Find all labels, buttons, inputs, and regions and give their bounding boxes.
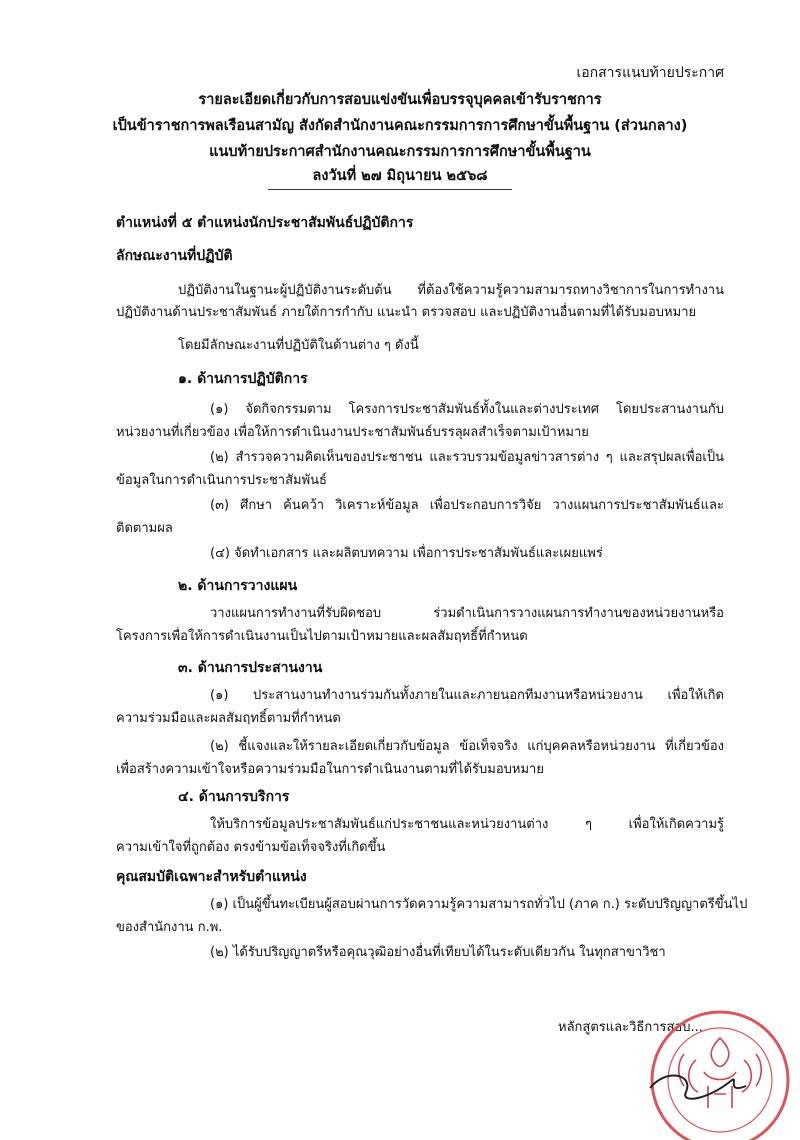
job-nature-heading: ลักษณะงานที่ปฏิบัติ (116, 248, 233, 264)
qual-item2-line1: (๒) ได้รับปริญญาตรีหรือคุณวุฒิอย่างอื่นที่เทียบได้ในระดับเดียวกัน ในทุกสาขาวิชา (210, 945, 666, 960)
section-3-heading: ๓. ด้านการประสานงาน (178, 660, 323, 676)
s3-item2-line2: เพื่อสร้างความเข้าใจหรือความร่วมมือในการดำเนินงานตามที่ได้รับมอบหมาย (116, 762, 544, 777)
job-nature-line-1: ปฏิบัติงานในฐานะผู้ปฏิบัติงานระดับต้น ที่ต้องใช้ความรู้ความสามารถทางวิชาการในการทำงาน (178, 283, 724, 298)
title-divider (268, 189, 512, 190)
qualifications-heading: คุณสมบัติเฉพาะสำหรับตำแหน่ง (116, 869, 307, 885)
s2-line1: วางแผนการทำงานที่รับผิดชอบ ร่วมดำเนินการวางแผนการทำงานของหน่วยงานหรือ (210, 606, 724, 621)
section-4-heading: ๔. ด้านการบริการ (178, 789, 290, 805)
s3-item2-line1: (๒) ชี้แจงและให้รายละเอียดเกี่ยวกับข้อมูล ข้อเท็จจริง แก่บุคคลหรือหน่วยงาน ที่เกี่ยวข้อง (210, 739, 724, 754)
s1-item3-line1: (๓) ศึกษา ค้นคว้า วิเคราะห์ข้อมูล เพื่อประกอบการวิจัย วางแผนการประชาสัมพันธ์และ (210, 498, 724, 513)
job-nature-intro: โดยมีลักษณะงานที่ปฏิบัติในด้านต่าง ๆ ดังนี้ (178, 338, 419, 353)
continuation-note: หลักสูตรและวิธีการสอบ... (558, 1020, 703, 1035)
s1-item1-line2: หน่วยงานที่เกี่ยวข้อง เพื่อให้การดำเนินงานประชาสัมพันธ์บรรลุผลสำเร็จตามเป้าหมาย (116, 425, 589, 440)
job-nature-line-2: ปฏิบัติงานด้านประชาสัมพันธ์ ภายใต้การกำกับ แนะนำ ตรวจสอบ และปฏิบัติงานอื่นตามที่ได้รับมอบหมาย (116, 305, 697, 320)
s3-item1-line2: ความร่วมมือและผลสัมฤทธิ์ตามที่กำหนด (116, 711, 341, 726)
official-seal (626, 990, 794, 1140)
s1-item1-line1: (๑) จัดกิจกรรมตาม โครงการประชาสัมพันธ์ทั้งในและต่างประเทศ โดยประสานงานกับ (210, 402, 724, 417)
s1-item2-line1: (๒) สำรวจความคิดเห็นของประชาชน และรวบรวมข้อมูลข่าวสารต่าง ๆ และสรุปผลเพื่อเป็น (210, 450, 724, 465)
s1-item4-line1: (๔) จัดทำเอกสาร และผลิตบทความ เพื่อการประชาสัมพันธ์และเผยแพร่ (210, 546, 603, 561)
s1-item3-line2: ติดตามผล (116, 521, 173, 536)
qual-item1-line2: ของสำนักงาน ก.พ. (116, 920, 223, 935)
qual-item1-line1: (๑) เป็นผู้ขึ้นทะเบียนผู้สอบผ่านการวัดความรู้ความสามารถทั่วไป (ภาค ก.) ระดับปริญญาตรีขึ้นไป (210, 897, 748, 912)
s1-item2-line2: ข้อมูลในการดำเนินการประชาสัมพันธ์ (116, 473, 327, 488)
position-title: ตำแหน่งที่ ๕ ตำแหน่งนักประชาสัมพันธ์ปฏิบัติการ (116, 215, 414, 231)
title-line-1: รายละเอียดเกี่ยวกับการสอบแข่งขันเพื่อบรรจุบุคคลเข้ารับราชการ (198, 92, 602, 108)
title-line-2: เป็นข้าราชการพลเรือนสามัญ สังกัดสำนักงานคณะกรรมการการศึกษาขั้นพื้นฐาน (ส่วนกลาง) (112, 118, 688, 134)
title-line-3: แนบท้ายประกาศสำนักงานคณะกรรมการการศึกษาขั้นพื้นฐาน (209, 144, 591, 160)
attachment-label: เอกสารแนบท้ายประกาศ (576, 65, 724, 81)
s4-line1: ให้บริการข้อมูลประชาสัมพันธ์แก่ประชาชนและหน่วยงานต่าง ๆ เพื่อให้เกิดความรู้ (210, 817, 724, 832)
section-2-heading: ๒. ด้านการวางแผน (178, 578, 298, 594)
s2-line2: โครงการเพื่อให้การดำเนินงานเป็นไปตามเป้าหมายและผลสัมฤทธิ์ที่กำหนด (116, 629, 528, 644)
section-1-heading: ๑. ด้านการปฏิบัติการ (178, 371, 308, 387)
seal-stamp-icon (626, 990, 794, 1140)
s3-item1-line1: (๑) ประสานงานทำงานร่วมกันทั้งภายในและภายนอกทีมงานหรือหน่วยงาน เพื่อให้เกิด (210, 688, 724, 703)
s4-line2: ความเข้าใจที่ถูกต้อง ตรงข้ามข้อเท็จจริงที่เกิดขึ้น (116, 840, 386, 855)
title-date: ลงวันที่ ๒๗ มิถุนายน ๒๕๖๘ (312, 168, 488, 184)
